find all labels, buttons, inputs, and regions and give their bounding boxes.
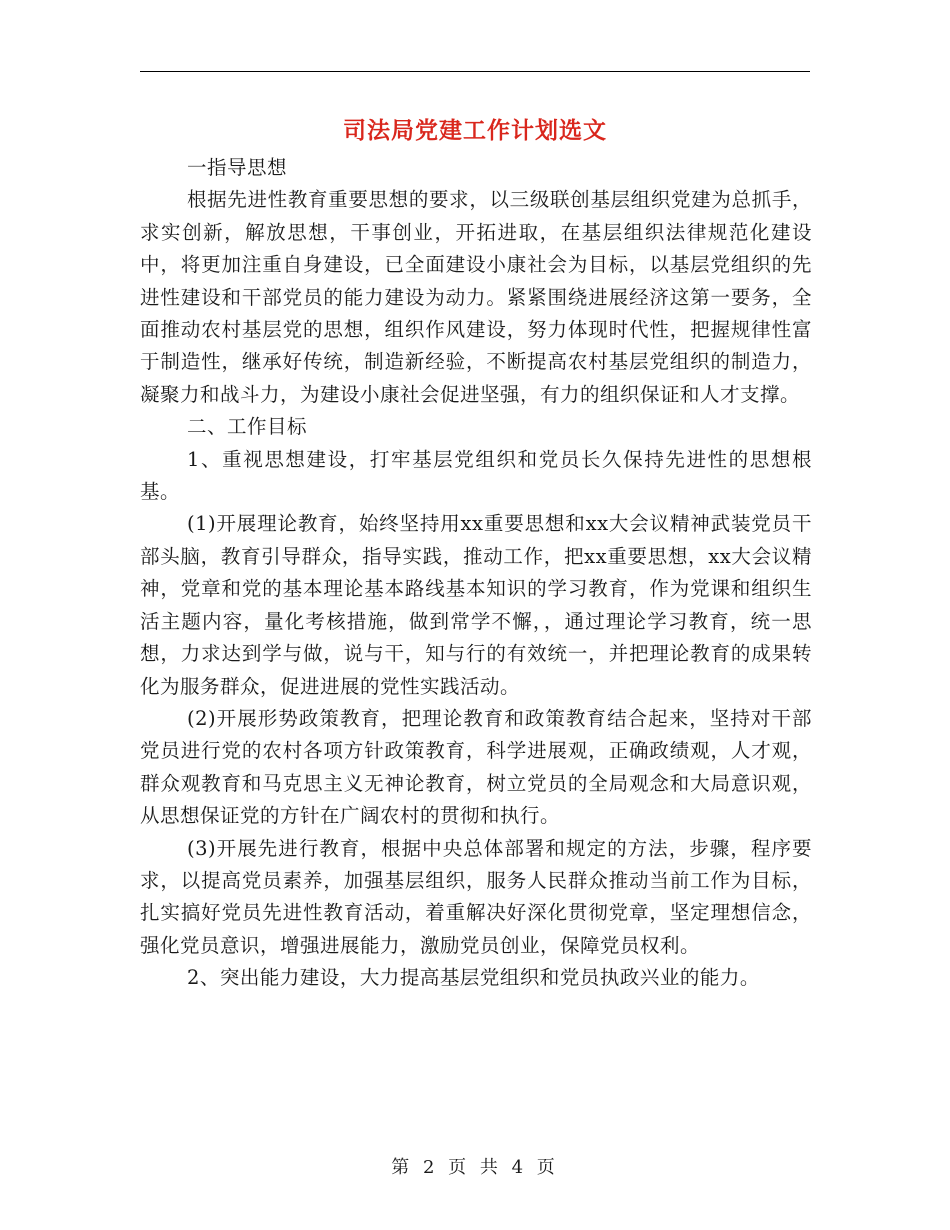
- header-rule: [140, 71, 810, 72]
- page-number-footer: 第 2 页 共 4 页: [391, 1157, 559, 1178]
- paragraph-item-1: (1)开展理论教育，始终坚持用xx重要思想和xx大会议精神武装党员干部头脑，教育引导群众，指导实践，推动工作，把xx重要思想，xx大会议精神，党章和党的基本理论基本路线基本知识的学习教育，作为党课和组织生活主题内容，量化考核措施，做到常学不懈，，通过理论学习教育，统一思想，力求达到学与做，说与干，知与行的有效统一，并把理论教育的成果转化为服务群众，促进进展的党性实践活动。: [140, 512, 812, 698]
- document-body: [140, 152, 812, 995]
- paragraph-item-2: (2)开展形势政策教育，把理论教育和政策教育结合起来，坚持对干部党员进行党的农村各项方针政策教育，科学进展观，正确政绩观，人才观，群众观教育和马克思主义无神论教育，树立党员的全局观念和大局意识观，从思想保证党的方针在广阔农村的贯彻和执行。: [140, 706, 812, 828]
- paragraph-guiding-thought: 根据先进性教育重要思想的要求，以三级联创基层组织党建为总抓手，求实创新，解放思想，干事创业，开拓进取，在基层组织法律规范化建设中，将更加注重自身建设，已全面建设小康社会为目标，以基层党组织的先进性建设和干部党员的能力建设为动力。紧紧围绕进展经济这第一要务，全面推动农村基层党的思想，组织作风建设，努力体现时代性，把握规律性富于制造性，继承好传统，制造新经验，不断提高农村基层党组织的制造力，凝聚力和战斗力，为建设小康社会促进坚强，有力的组织保证和人才支撑。: [140, 188, 812, 406]
- section-heading-work-goals: 二、工作目标: [187, 415, 308, 439]
- section-heading-guiding-thought: 一指导思想: [187, 156, 288, 179]
- document-title: 司法局党建工作计划选文: [343, 118, 607, 144]
- paragraph-goal-2: 2、突出能力建设，大力提高基层党组织和党员执政兴业的能力。: [187, 966, 760, 990]
- paragraph-goal-1: 1、重视思想建设，打牢基层党组织和党员长久保持先进性的思想根基。: [140, 447, 812, 504]
- paragraph-item-3: (3)开展先进行教育，根据中央总体部署和规定的方法，步骤，程序要求，以提高党员素养，加强基层组织，服务人民群众推动当前工作为目标，扎实搞好党员先进性教育活动，着重解决好深化贯彻党章，坚定理想信念，强化党员意识，增强进展能力，激励党员创业，保障党员权利。: [140, 836, 812, 957]
